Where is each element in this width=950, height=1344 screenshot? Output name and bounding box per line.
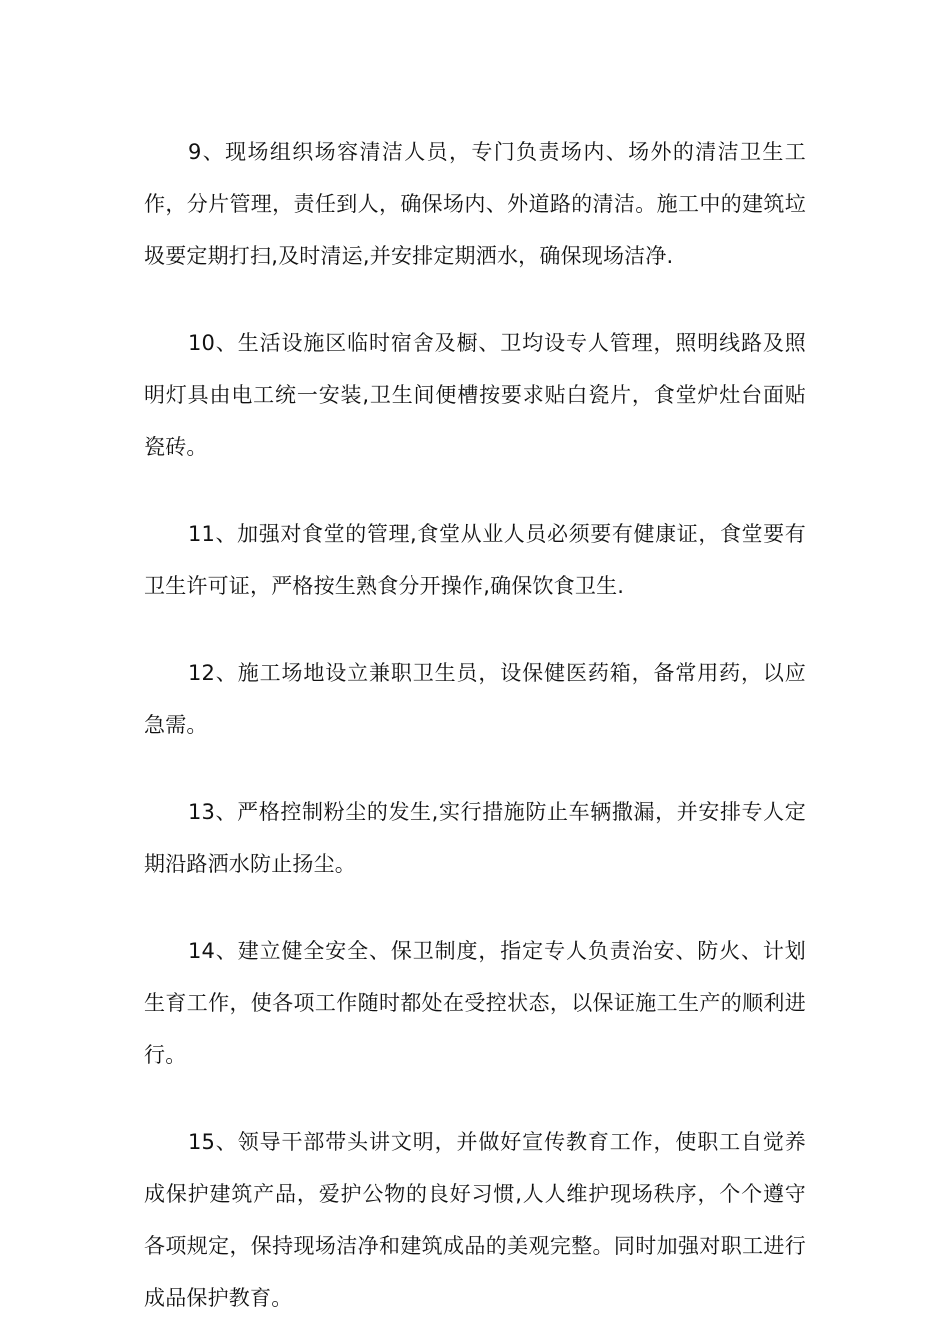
paragraph-item-15: 15、领导干部带头讲文明，并做好宣传教育工作，使职工自觉养成保护建筑产品，爱护公物的良好习惯,人人维护现场秩序，个个遵守各项规定，保持现场洁净和建筑成品的美观完整。同时加强对职工进行成品保护教育。 <box>144 1130 806 1310</box>
paragraph-item-12: 12、施工场地设立兼职卫生员，设保健医药箱，备常用药，以应急需。 <box>144 661 806 737</box>
paragraph-item-10: 10、生活设施区临时宿舍及橱、卫均设专人管理，照明线路及照明灯具由电工统一安装,卫生间便槽按要求贴白瓷片，食堂炉灶台面贴瓷砖。 <box>144 331 806 459</box>
paragraph-item-11: 11、加强对食堂的管理,食堂从业人员必须要有健康证，食堂要有卫生许可证，严格按生熟食分开操作,确保饮食卫生. <box>144 522 806 598</box>
paragraph-item-9: 9、现场组织场容清洁人员，专门负责场内、场外的清洁卫生工作，分片管理，责任到人，确保场内、外道路的清洁。施工中的建筑垃圾要定期打扫,及时清运,并安排定期洒水，确保现场洁净. <box>144 140 806 268</box>
paragraph-item-14: 14、建立健全安全、保卫制度，指定专人负责治安、防火、计划生育工作，使各项工作随时都处在受控状态，以保证施工生产的顺利进行。 <box>144 939 806 1067</box>
paragraph-item-13: 13、严格控制粉尘的发生,实行措施防止车辆撒漏，并安排专人定期沿路洒水防止扬尘。 <box>144 800 806 876</box>
document-body <box>144 126 806 1324</box>
